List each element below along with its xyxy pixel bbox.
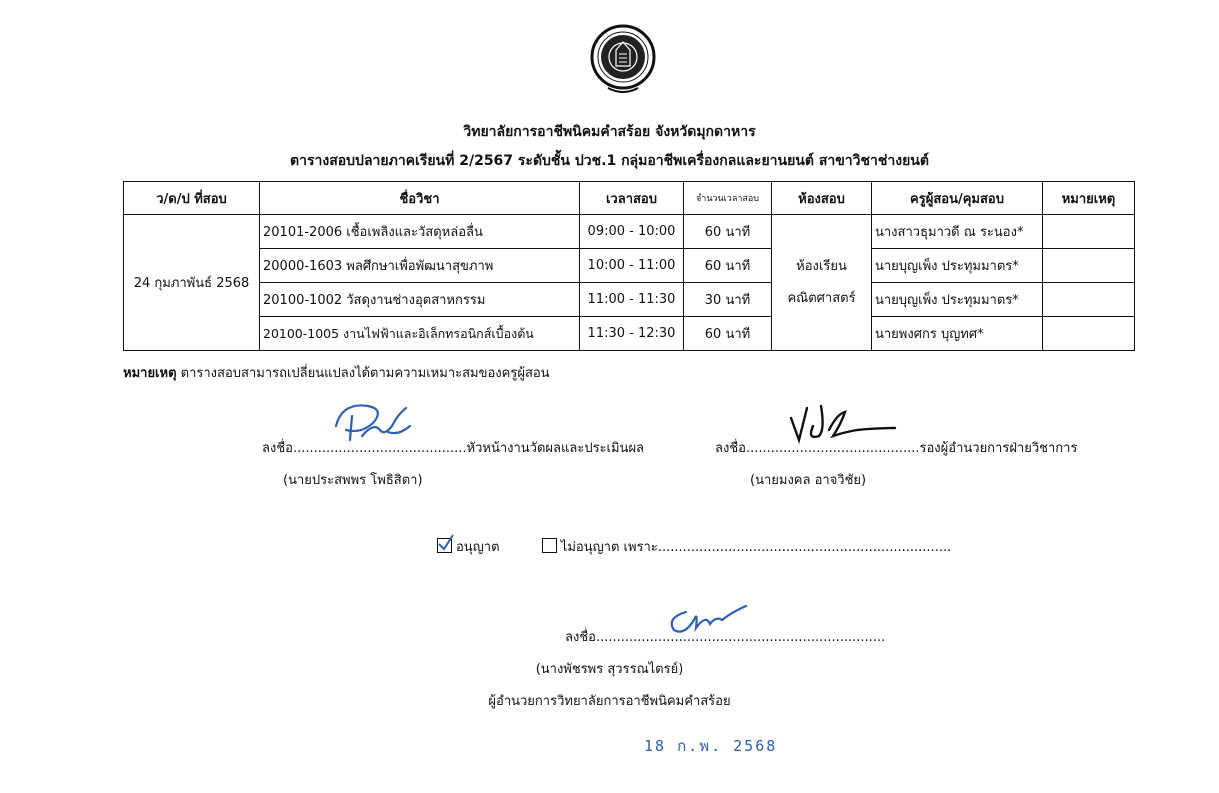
date-stamp: 18 ก.พ. 2568 [644,737,778,755]
signature-2-role: รองผู้อำนวยการฝ่ายวิชาการ [919,441,1078,456]
col-header-date: ว/ด/ป ที่สอบ [124,182,260,215]
check-icon [437,534,455,552]
duration-cell: 60 นาที [684,215,772,249]
sign-dots: ...................................................................... [595,630,886,645]
sign-dots: .......................................... [292,441,467,456]
col-header-time: เวลาสอบ [580,182,684,215]
signature-1-line [262,437,644,458]
room-line-1: ห้องเรียน [796,258,847,274]
duration-cell: 30 นาที [684,283,772,317]
sign-prefix: ลงชื่อ [262,441,293,456]
col-header-room: ห้องสอบ [772,182,872,215]
time-cell: 10:00 - 11:00 [580,249,684,283]
note-cell [1043,215,1135,249]
signature-1-name: (นายประสพพร โพธิสิตา) [283,473,423,488]
schedule-title: ตารางสอบปลายภาคเรียนที่ 2/2567 ระดับชั้น ปวช.1 กลุ่มอาชีพเครื่องกลและยานยนต์ สาขาวิชาช่างยนต์ [290,153,929,169]
signature-2-line [715,437,1077,458]
deny-checkbox[interactable] [542,538,557,553]
duration-cell: 60 นาที [684,317,772,351]
teacher-cell: นายพงศกร บุญทศ* [872,317,1043,351]
subject-cell: 20100-1005 งานไฟฟ้าและอิเล็กทรอนิกส์เบื้องต้น [260,317,580,351]
note-cell [1043,283,1135,317]
teacher-cell: นายบุญเพ็ง ประทุมมาตร* [872,249,1043,283]
table-header-row [124,182,1135,215]
signature-2-name: (นายมงคล อาจวิชัย) [750,473,867,488]
exam-room [772,215,872,351]
exam-date: 24 กุมภาพันธ์ 2568 [124,215,260,351]
room-line-2: คณิตศาสตร์ [787,290,856,306]
col-header-teacher: ครูผู้สอน/คุมสอบ [872,182,1043,215]
time-cell: 11:30 - 12:30 [580,317,684,351]
remark-label: หมายเหตุ [123,366,177,381]
subject-cell: 20101-2006 เชื้อเพลิงและวัสดุหล่อลื่น [260,215,580,249]
subject-cell: 20000-1603 พลศึกษาเพื่อพัฒนาสุขภาพ [260,249,580,283]
duration-cell: 60 นาที [684,249,772,283]
note-cell [1043,249,1135,283]
signature-3-line [565,626,885,647]
exam-schedule-table [123,181,1135,351]
college-title: วิทยาลัยการอาชีพนิคมคำสร้อย จังหวัดมุกดาหาร [463,124,756,140]
signature-3-name: (นางพัชรพร สุวรรณไตรย์) [535,662,684,677]
table-row [124,249,1135,283]
table-row [124,283,1135,317]
time-cell: 11:00 - 11:30 [580,283,684,317]
col-header-duration: จำนวนเวลาสอบ [684,182,772,215]
signature-3-title: ผู้อำนวยการวิทยาลัยการอาชีพนิคมคำสร้อย [488,694,731,709]
time-cell: 09:00 - 10:00 [580,215,684,249]
sign-prefix: ลงชื่อ [715,441,746,456]
table-row [124,215,1135,249]
sign-dots: .......................................... [745,441,920,456]
approve-label: อนุญาต [456,540,500,555]
sign-prefix: ลงชื่อ [565,630,596,645]
deny-label: ไม่อนุญาต เพราะ....................................................................... [560,540,952,555]
signature-1-role: หัวหน้างานวัดผลและประเมินผล [466,441,645,456]
teacher-cell: นายบุญเพ็ง ประทุมมาตร* [872,283,1043,317]
remark [123,362,550,383]
teacher-cell: นางสาวธุมาวดี ณ ระนอง* [872,215,1043,249]
approve-checkbox[interactable] [437,538,452,553]
remark-text: ตารางสอบสามารถเปลี่ยนแปลงได้ตามความเหมาะสมของครูผู้สอน [176,366,550,381]
approval-options [437,536,951,557]
col-header-subject: ชื่อวิชา [260,182,580,215]
subject-cell: 20100-1002 วัสดุงานช่างอุตสาหกรรม [260,283,580,317]
note-cell [1043,317,1135,351]
col-header-note: หมายเหตุ [1043,182,1135,215]
college-seal [590,20,656,106]
table-row [124,317,1135,351]
